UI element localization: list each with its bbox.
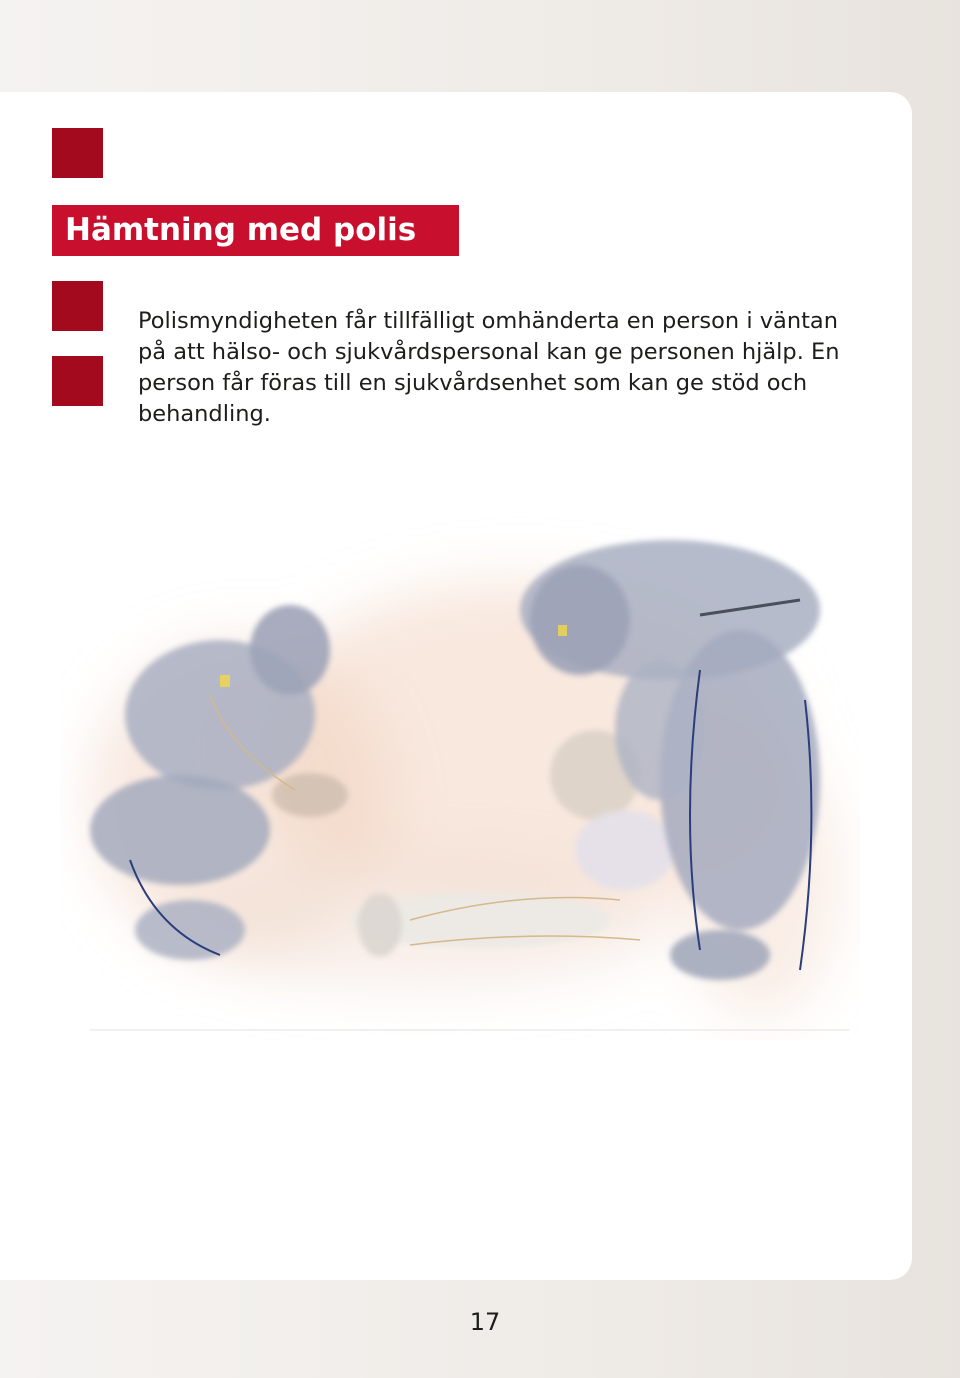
body-paragraph: Polismyndigheten får tillfälligt omhänderta en person i väntan på att hälso- och sjukvårdspersonal kan ge personen hjälp. En person får föras till en sjukvårdsenhet som kan ge stöd och behandling. bbox=[138, 308, 840, 427]
decorative-square-bottom bbox=[52, 356, 103, 406]
decorative-square-middle bbox=[52, 281, 103, 331]
page-number: 17 bbox=[469, 1308, 501, 1336]
decorative-square-top bbox=[52, 128, 103, 178]
police-illustration bbox=[60, 500, 860, 1040]
page-title: Hämtning med polis bbox=[52, 205, 459, 256]
